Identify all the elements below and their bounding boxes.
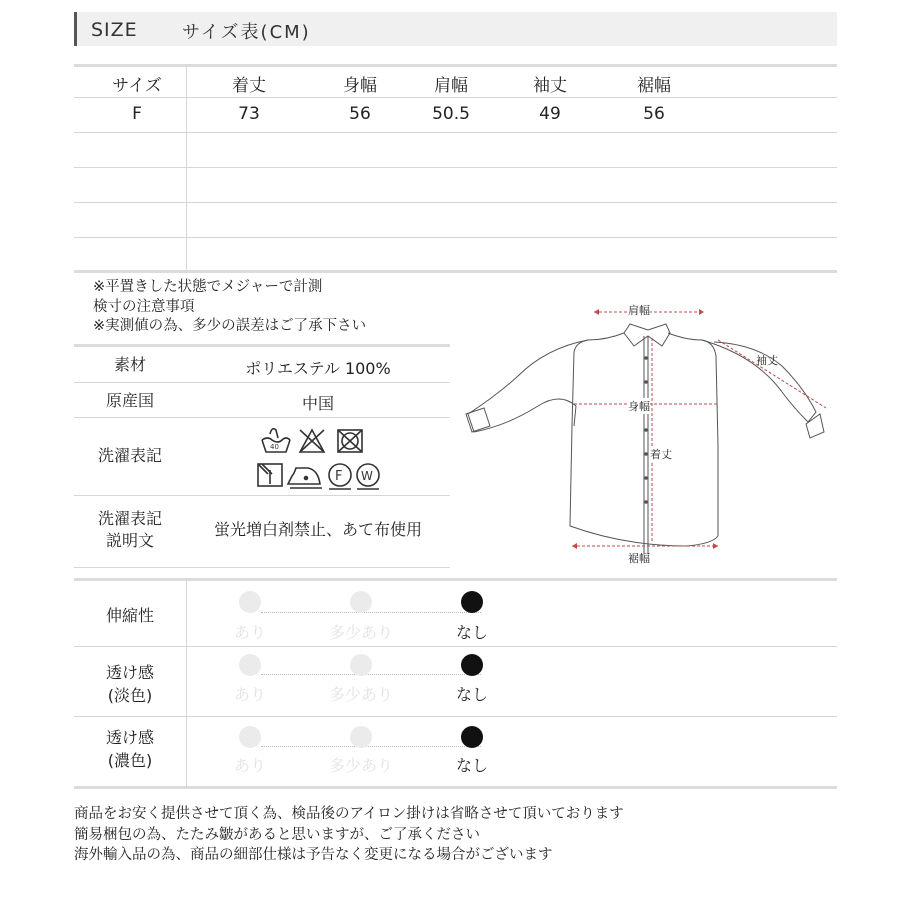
origin-value: 中国 xyxy=(301,394,334,413)
hand-wash-40-icon xyxy=(262,429,290,452)
svg-text:40: 40 xyxy=(270,443,279,451)
origin-label: 原産国 xyxy=(105,391,154,410)
sheer-dark-option-somewhat: 多少あり xyxy=(328,756,393,775)
svg-text:W: W xyxy=(361,469,373,483)
care-description-label-1: 洗濯表記 xyxy=(97,509,162,528)
stretch-option-dot-somewhat xyxy=(350,591,372,613)
material-value: ポリエステル 100% xyxy=(245,359,391,378)
sheer-dark-label-1: 透け感 xyxy=(105,728,154,747)
table-cell-length: 73 xyxy=(238,104,260,124)
iron-low-icon xyxy=(288,468,322,488)
note-tolerance: ※実測値の為、多少の誤差はご了承下さい xyxy=(93,318,367,334)
column-header-size: サイズ xyxy=(112,76,162,96)
sheer-light-label-1: 透け感 xyxy=(105,663,154,682)
sheer-dark-option-dot-no xyxy=(461,726,483,748)
stretch-option-dot-yes xyxy=(239,591,261,613)
sheer-light-option-dot-no xyxy=(461,654,483,676)
column-header-sleeve-length: 袖丈 xyxy=(533,76,567,96)
sheer-dark-option-no: なし xyxy=(455,756,488,775)
size-chart-header xyxy=(74,12,837,46)
diagram-label-body-width: 身幅 xyxy=(628,400,650,413)
stretch-option-dot-no xyxy=(461,591,483,613)
svg-text:F: F xyxy=(335,469,343,484)
material-label: 素材 xyxy=(113,355,146,374)
sheer-dark-option-dot-somewhat xyxy=(350,726,372,748)
garment-measurement-diagram xyxy=(456,296,836,571)
diagram-label-hem: 裾幅 xyxy=(628,552,650,565)
table-cell-size: F xyxy=(132,104,142,124)
care-label: 洗濯表記 xyxy=(97,446,162,465)
no-bleach-icon xyxy=(300,430,324,452)
care-description-value: 蛍光増白剤禁止、あて布使用 xyxy=(213,520,422,539)
shirt-illustration xyxy=(456,296,836,571)
sheer-light-option-yes: あり xyxy=(233,685,266,704)
stretch-label: 伸縮性 xyxy=(105,606,154,625)
drip-dry-shade-icon xyxy=(258,464,282,486)
sheer-dark-option-yes: あり xyxy=(233,756,266,775)
diagram-label-length: 着丈 xyxy=(650,448,672,461)
care-description-label-2: 説明文 xyxy=(105,531,154,550)
table-cell-body-width: 56 xyxy=(349,104,371,124)
column-header-length: 着丈 xyxy=(232,76,266,96)
stretch-option-no: なし xyxy=(455,623,488,642)
stretch-option-yes: あり xyxy=(233,623,266,642)
sheer-light-option-dot-somewhat xyxy=(350,654,372,676)
footer-note-specification: 海外輸入品の為、商品の細部仕様は予告なく変更になる場合がございます xyxy=(74,847,553,863)
note-measurement: ※平置きした状態でメジャーで計測 xyxy=(93,279,323,295)
dry-clean-f-icon xyxy=(329,464,351,489)
table-cell-sleeve-length: 49 xyxy=(539,104,561,124)
stretch-option-somewhat: 多少あり xyxy=(328,623,393,642)
diagram-label-shoulder: 肩幅 xyxy=(628,304,650,317)
sheer-dark-option-dot-yes xyxy=(239,726,261,748)
note-caution-title: 検寸の注意事項 xyxy=(93,299,195,315)
sheer-light-label-2: (淡色) xyxy=(107,686,153,705)
sheer-dark-label-2: (濃色) xyxy=(107,751,153,770)
size-table xyxy=(74,64,837,273)
footer-note-ironing: 商品をお安く提供させて頂く為、検品後のアイロン掛けは省略させて頂いております xyxy=(74,806,624,822)
diagram-label-sleeve: 袖丈 xyxy=(756,354,778,367)
no-tumble-dry-icon xyxy=(338,430,362,452)
column-header-hem-width: 裾幅 xyxy=(637,76,671,96)
fabric-attributes-table xyxy=(74,578,837,788)
care-symbols xyxy=(234,422,384,492)
sheer-light-option-dot-yes xyxy=(239,654,261,676)
header-size-chart-title: サイズ表(CM) xyxy=(182,22,311,43)
wet-clean-w-icon xyxy=(357,464,379,489)
footer-note-packaging: 簡易梱包の為、たたみ皺があると思いますが、ご了承ください xyxy=(74,827,480,843)
column-header-shoulder-width: 肩幅 xyxy=(434,76,468,96)
table-cell-shoulder-width: 50.5 xyxy=(432,104,470,124)
table-cell-hem-width: 56 xyxy=(643,104,665,124)
sheer-light-option-somewhat: 多少あり xyxy=(328,685,393,704)
column-header-body-width: 身幅 xyxy=(343,76,377,96)
header-size-label: SIZE xyxy=(91,19,138,41)
sheer-light-option-no: なし xyxy=(455,685,488,704)
